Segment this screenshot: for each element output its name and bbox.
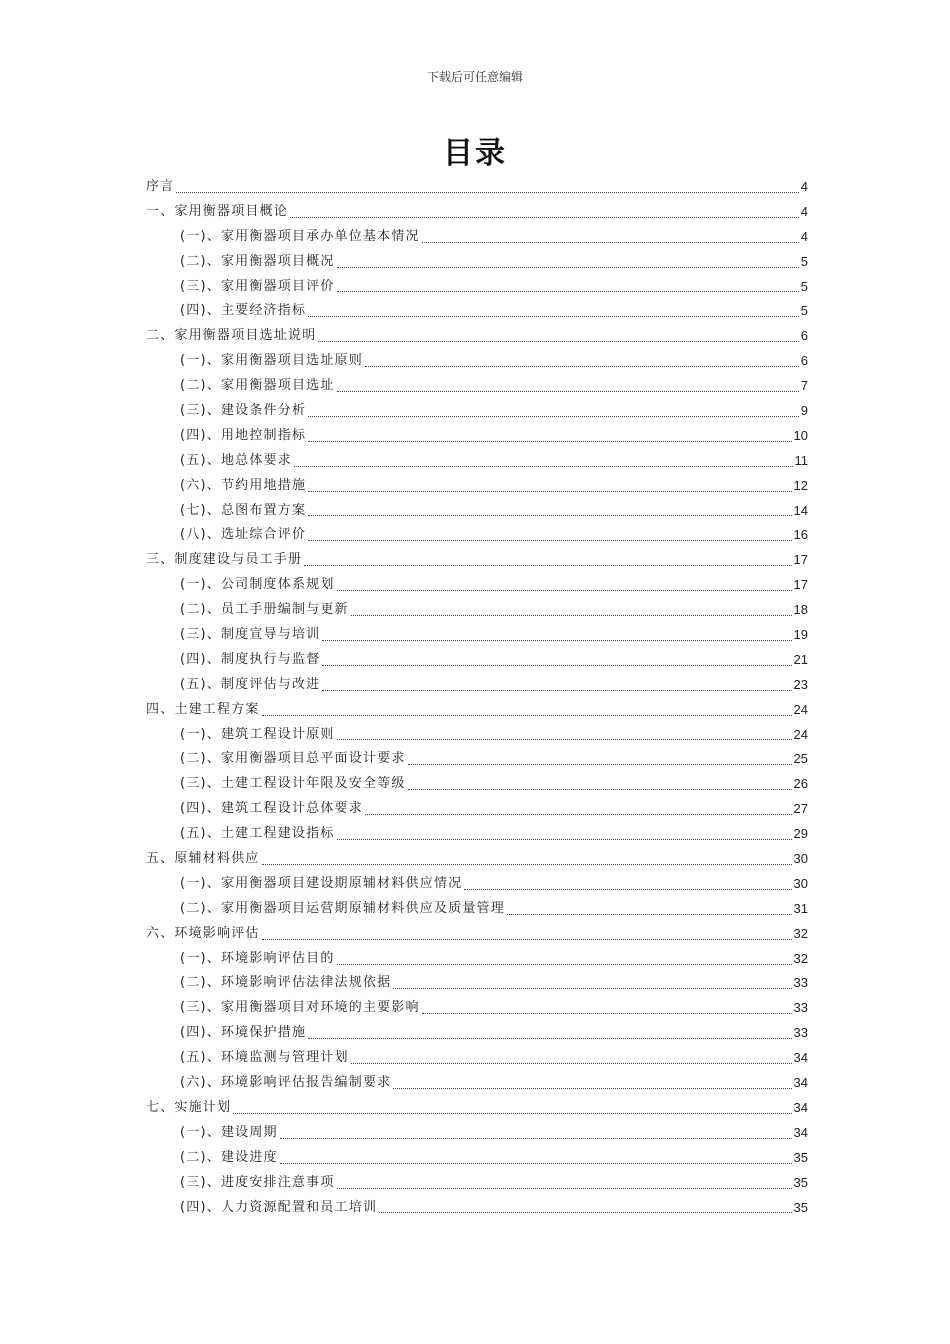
toc-entry-label: (一)、家用衡器项目承办单位基本情况 (180, 228, 420, 244)
toc-entry-label: (六)、环境影响评估报告编制要求 (180, 1075, 392, 1091)
toc-dot-leader (262, 939, 792, 940)
toc-entry[interactable] (146, 573, 808, 598)
toc-entry-page: 10 (793, 427, 808, 443)
toc-entry-label: (五)、环境监测与管理计划 (180, 1050, 349, 1066)
toc-entry-label: (二)、员工手册编制与更新 (180, 602, 349, 618)
toc-entry-label: (八)、选址综合评价 (180, 527, 307, 543)
toc-entry[interactable] (146, 1171, 808, 1196)
toc-entry-page: 33 (793, 1025, 808, 1041)
toc-dot-leader (393, 988, 791, 989)
toc-dot-leader (308, 1038, 791, 1039)
toc-entry-label: (三)、土建工程设计年限及安全等级 (180, 776, 406, 792)
toc-entry[interactable] (146, 1046, 808, 1071)
toc-entry[interactable] (146, 175, 808, 200)
toc-dot-leader (408, 789, 792, 790)
toc-entry[interactable] (146, 673, 808, 698)
toc-dot-leader (308, 441, 791, 442)
page-title: 目录 (443, 136, 507, 171)
toc-dot-leader (337, 590, 792, 591)
toc-entry-label: (三)、家用衡器项目评价 (180, 278, 335, 294)
toc-entry-label: (五)、土建工程建设指标 (180, 826, 335, 842)
toc-dot-leader (464, 889, 791, 890)
toc-entry-page: 4 (800, 228, 808, 244)
toc-dot-leader (365, 814, 792, 815)
toc-entry-label: (一)、建筑工程设计原则 (180, 726, 335, 742)
toc-dot-leader (337, 839, 792, 840)
toc-entry[interactable] (146, 523, 808, 548)
toc-dot-leader (262, 715, 792, 716)
toc-dot-leader (351, 615, 792, 616)
toc-dot-leader (294, 466, 793, 467)
toc-entry[interactable] (146, 872, 808, 897)
toc-entry-page: 12 (793, 477, 808, 493)
toc-entry[interactable] (146, 922, 808, 947)
toc-dot-leader (308, 316, 799, 317)
toc-dot-leader (280, 1163, 792, 1164)
toc-entry[interactable] (146, 374, 808, 399)
toc-entry[interactable] (146, 1096, 808, 1121)
toc-entry-page: 16 (793, 527, 808, 543)
toc-entry[interactable] (146, 1021, 808, 1046)
toc-entry-page: 35 (793, 1149, 808, 1165)
toc-entry-page: 24 (793, 701, 808, 717)
toc-dot-leader (233, 1113, 791, 1114)
toc-entry[interactable] (146, 250, 808, 275)
toc-dot-leader (507, 914, 792, 915)
toc-dot-leader (290, 217, 799, 218)
toc-entry-label: (四)、环境保护措施 (180, 1025, 307, 1041)
toc-entry-page: 30 (793, 875, 808, 891)
toc-entry-label: (二)、家用衡器项目运营期原辅材料供应及质量管理 (180, 900, 505, 916)
toc-entry[interactable] (146, 424, 808, 449)
toc-entry-page: 17 (793, 577, 808, 593)
toc-entry-page: 31 (793, 900, 808, 916)
toc-entry[interactable] (146, 648, 808, 673)
toc-entry[interactable] (146, 598, 808, 623)
toc-entry[interactable] (146, 698, 808, 723)
toc-entry[interactable] (146, 747, 808, 772)
toc-entry-page: 19 (793, 627, 808, 643)
toc-entry[interactable] (146, 847, 808, 872)
toc-dot-leader (337, 1188, 792, 1189)
toc-entry[interactable] (146, 797, 808, 822)
toc-entry-page: 4 (800, 178, 808, 194)
toc-entry-page: 9 (800, 403, 808, 418)
toc-dot-leader (365, 366, 799, 367)
toc-dot-leader (176, 192, 798, 193)
toc-dot-leader (304, 565, 791, 566)
toc-entry-label: (二)、建设进度 (180, 1149, 278, 1165)
toc-entry-page: 17 (793, 552, 808, 568)
toc-entry-label: 五、原辅材料供应 (146, 851, 260, 867)
toc-dot-leader (337, 964, 792, 965)
toc-entry[interactable] (146, 299, 808, 324)
toc-entry-page: 7 (800, 378, 808, 394)
toc-dot-leader (337, 291, 799, 292)
toc-dot-leader (422, 242, 799, 243)
toc-entry[interactable] (146, 324, 808, 349)
toc-dot-leader (337, 267, 799, 268)
toc-entry-page: 6 (800, 328, 808, 344)
toc-dot-leader (280, 1138, 792, 1139)
toc-entry-page: 5 (800, 303, 808, 319)
toc-entry-label: (四)、制度执行与监督 (180, 651, 321, 667)
toc-dot-leader (379, 1212, 791, 1213)
toc-dot-leader (422, 1013, 792, 1014)
toc-entry-page: 27 (793, 801, 808, 817)
toc-dot-leader (308, 491, 791, 492)
toc-entry-page: 33 (793, 1000, 808, 1016)
toc-entry[interactable] (146, 1196, 808, 1221)
toc-dot-leader (322, 640, 791, 641)
toc-entry[interactable] (146, 623, 808, 648)
toc-entry-page: 34 (793, 1050, 808, 1066)
toc-entry-label: (二)、家用衡器项目总平面设计要求 (180, 751, 406, 767)
toc-entry[interactable] (146, 996, 808, 1021)
toc-entry-page: 25 (793, 751, 808, 767)
toc-entry-label: 二、家用衡器项目选址说明 (146, 328, 317, 344)
toc-entry[interactable] (146, 1121, 808, 1146)
toc-entry[interactable] (146, 1146, 808, 1171)
table-of-contents (146, 175, 808, 1220)
toc-entry-label: (三)、建设条件分析 (180, 403, 307, 418)
toc-entry-label: (三)、进度安排注意事项 (180, 1174, 335, 1190)
toc-entry-label: (三)、制度宣导与培训 (180, 627, 321, 643)
toc-dot-leader (308, 515, 791, 516)
toc-dot-leader (262, 864, 792, 865)
toc-entry-label: (二)、环境影响评估法律法规依据 (180, 975, 392, 991)
toc-entry[interactable] (146, 772, 808, 797)
toc-entry[interactable] (146, 723, 808, 748)
toc-dot-leader (308, 540, 791, 541)
toc-entry-label: (一)、家用衡器项目建设期原辅材料供应情况 (180, 875, 463, 891)
toc-dot-leader (337, 739, 792, 740)
toc-entry-page: 34 (793, 1124, 808, 1140)
toc-entry[interactable] (146, 1071, 808, 1096)
toc-entry-label: 序言 (146, 178, 175, 194)
toc-entry-label: (七)、总图布置方案 (180, 502, 307, 518)
toc-entry-label: (五)、制度评估与改进 (180, 676, 321, 692)
toc-entry-label: 一、家用衡器项目概论 (146, 203, 289, 219)
toc-entry-label: (四)、用地控制指标 (180, 427, 307, 443)
toc-entry-page: 5 (800, 278, 808, 294)
toc-entry-label: (二)、家用衡器项目概况 (180, 253, 335, 269)
toc-entry-label: (一)、公司制度体系规划 (180, 577, 335, 593)
toc-entry-label: (二)、家用衡器项目选址 (180, 378, 335, 394)
toc-entry-page: 34 (793, 1099, 808, 1115)
toc-entry[interactable] (146, 349, 808, 374)
toc-entry[interactable] (146, 449, 808, 474)
toc-dot-leader (318, 341, 798, 342)
toc-entry-page: 30 (793, 851, 808, 867)
toc-entry-page: 29 (793, 826, 808, 842)
toc-dot-leader (351, 1063, 792, 1064)
toc-entry-page: 26 (793, 776, 808, 792)
toc-entry[interactable] (146, 548, 808, 573)
toc-entry-label: (六)、节约用地措施 (180, 477, 307, 493)
toc-entry[interactable] (146, 972, 808, 997)
toc-entry[interactable] (146, 822, 808, 847)
toc-entry[interactable] (146, 399, 808, 424)
toc-entry-label: 六、环境影响评估 (146, 925, 260, 941)
toc-entry-label: (四)、人力资源配置和员工培训 (180, 1199, 378, 1215)
toc-entry-label: 四、土建工程方案 (146, 701, 260, 717)
toc-dot-leader (308, 416, 799, 417)
toc-entry[interactable] (146, 474, 808, 499)
toc-entry[interactable] (146, 499, 808, 524)
toc-entry-page: 33 (793, 975, 808, 991)
toc-entry-page: 24 (793, 726, 808, 742)
toc-dot-leader (322, 690, 791, 691)
toc-entry-page: 32 (793, 950, 808, 966)
toc-entry-label: (五)、地总体要求 (180, 452, 292, 468)
toc-entry[interactable] (146, 200, 808, 225)
toc-entry-label: (四)、主要经济指标 (180, 303, 307, 319)
toc-entry-page: 14 (793, 502, 808, 518)
toc-entry-page: 11 (794, 452, 808, 468)
toc-entry[interactable] (146, 947, 808, 972)
toc-entry[interactable] (146, 897, 808, 922)
toc-entry-page: 18 (793, 602, 808, 618)
toc-entry[interactable] (146, 225, 808, 250)
toc-entry-label: (一)、建设周期 (180, 1124, 278, 1140)
toc-entry-label: 三、制度建设与员工手册 (146, 552, 303, 568)
toc-entry-label: (一)、家用衡器项目选址原则 (180, 353, 363, 369)
toc-dot-leader (322, 665, 791, 666)
toc-entry-page: 35 (793, 1174, 808, 1190)
toc-entry-page: 32 (793, 925, 808, 941)
toc-dot-leader (337, 391, 799, 392)
toc-entry-label: (三)、家用衡器项目对环境的主要影响 (180, 1000, 420, 1016)
toc-entry[interactable] (146, 275, 808, 300)
toc-entry-page: 35 (793, 1199, 808, 1215)
toc-dot-leader (408, 764, 792, 765)
toc-dot-leader (393, 1088, 791, 1089)
toc-entry-page: 6 (800, 353, 808, 369)
toc-entry-page: 34 (793, 1075, 808, 1091)
toc-entry-page: 23 (793, 676, 808, 692)
toc-entry-page: 5 (800, 253, 808, 269)
toc-entry-label: (四)、建筑工程设计总体要求 (180, 801, 363, 817)
header-note: 下载后可任意编辑 (426, 70, 523, 84)
toc-entry-page: 21 (793, 651, 808, 667)
toc-entry-label: 七、实施计划 (146, 1099, 232, 1115)
toc-entry-page: 4 (800, 203, 808, 219)
toc-entry-label: (一)、环境影响评估目的 (180, 950, 335, 966)
